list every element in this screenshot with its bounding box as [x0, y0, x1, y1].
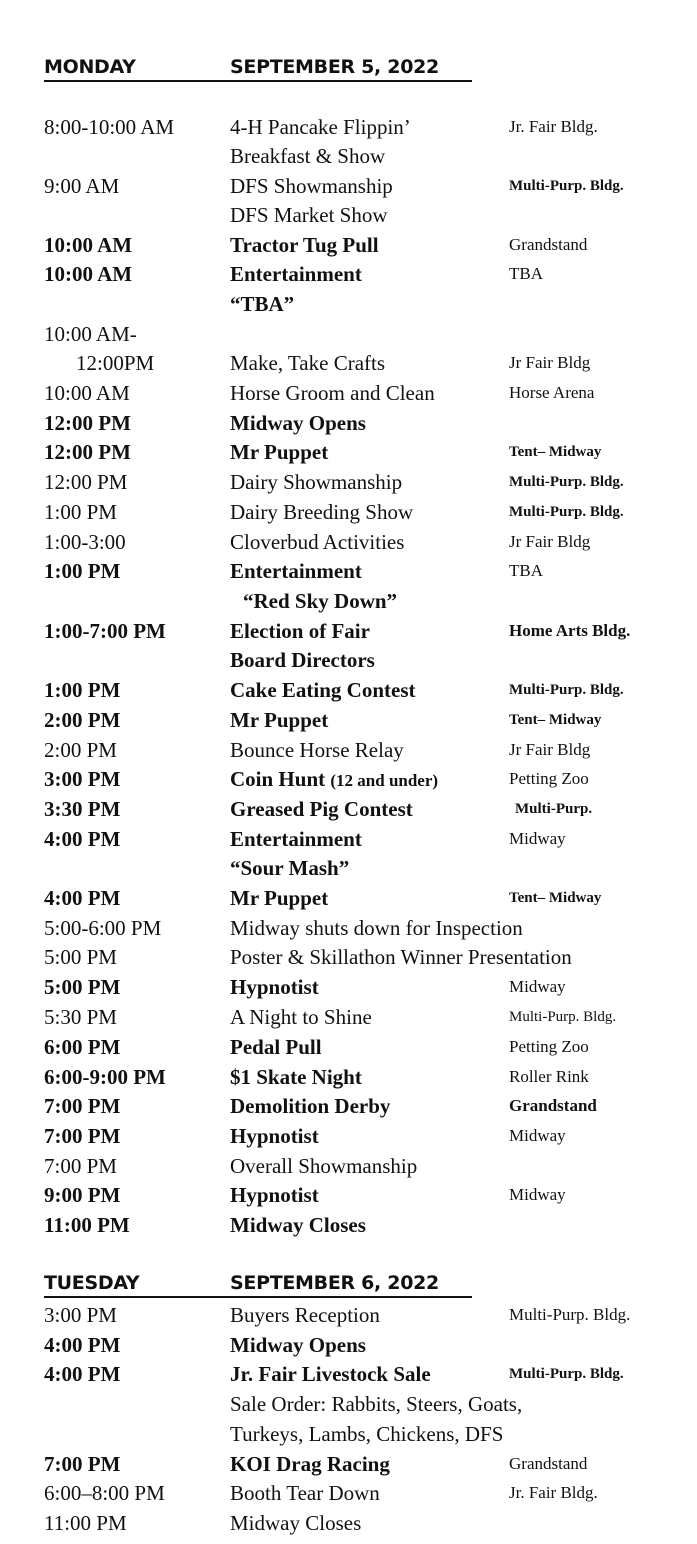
- event-title: Midway Closes: [230, 1511, 362, 1535]
- schedule-row: [0, 1032, 697, 1062]
- day-date: SEPTEMBER 5, 2022: [230, 56, 439, 78]
- event-title: A Night to Shine: [230, 1005, 372, 1029]
- event-time: 10:00 AM: [44, 381, 130, 405]
- event-time: 12:00 PM: [44, 440, 131, 464]
- event-title: Demolition Derby: [230, 1094, 391, 1118]
- schedule-row: [0, 527, 697, 557]
- event-location: Home Arts Bldg.: [509, 621, 631, 640]
- event-location: Roller Rink: [509, 1067, 589, 1086]
- event-title: Horse Groom and Clean: [230, 381, 435, 405]
- event-location: Grandstand: [509, 235, 588, 254]
- event-time: 5:30 PM: [44, 1005, 117, 1029]
- event-title: Midway Opens: [230, 411, 366, 435]
- event-title: Turkeys, Lambs, Chickens, DFS: [230, 1422, 504, 1446]
- schedule-row: [0, 1300, 697, 1330]
- event-title: KOI Drag Racing: [230, 1452, 390, 1476]
- event-location: Multi-Purp. Bldg.: [509, 504, 624, 520]
- day-date: SEPTEMBER 6, 2022: [230, 1272, 439, 1294]
- event-location: Tent– Midway: [509, 712, 602, 728]
- event-location: Tent– Midway: [509, 444, 602, 460]
- schedule-row: [0, 645, 697, 675]
- event-time: 1:00 PM: [44, 559, 121, 583]
- schedule-row: [0, 1449, 697, 1479]
- event-title: Bounce Horse Relay: [230, 738, 404, 762]
- schedule-row: [0, 200, 697, 230]
- event-location: Multi-Purp. Bldg.: [509, 1009, 617, 1025]
- event-title: Tractor Tug Pull: [230, 233, 379, 257]
- event-location: TBA: [509, 264, 543, 283]
- schedule-row: [0, 141, 697, 171]
- event-title: Midway Closes: [230, 1213, 366, 1237]
- event-title-note: (12 and under): [330, 771, 439, 790]
- event-title: DFS Showmanship: [230, 174, 393, 198]
- event-time: 6:00-9:00 PM: [44, 1065, 166, 1089]
- event-title: Dairy Breeding Show: [230, 500, 414, 524]
- schedule-row: [0, 853, 697, 883]
- event-title: Mr Puppet: [230, 886, 329, 910]
- event-title: Election of Fair: [230, 619, 370, 643]
- schedule-row: [0, 112, 697, 142]
- event-location: Multi-Purp. Bldg.: [509, 682, 624, 698]
- schedule-row: [0, 1359, 697, 1389]
- event-title: Hypnotist: [230, 1124, 319, 1148]
- event-title: Board Directors: [230, 648, 375, 672]
- event-location: Multi-Purp. Bldg.: [509, 474, 624, 490]
- schedule-row: [0, 1091, 697, 1121]
- schedule-row: [0, 1478, 697, 1508]
- schedule-row: [0, 764, 697, 794]
- event-time: 1:00 PM: [44, 678, 121, 702]
- event-time: 2:00 PM: [44, 708, 121, 732]
- event-location: Petting Zoo: [509, 1037, 589, 1056]
- event-location: Jr. Fair Bldg.: [509, 117, 598, 136]
- event-title: Breakfast & Show: [230, 144, 386, 168]
- schedule-row: [0, 348, 697, 378]
- event-time: 4:00 PM: [44, 827, 121, 851]
- event-time: 11:00 PM: [44, 1213, 130, 1237]
- event-title: Cloverbud Activities: [230, 530, 405, 554]
- event-title: Dairy Showmanship: [230, 470, 403, 494]
- event-time: 2:00 PM: [44, 738, 117, 762]
- event-time: 1:00-3:00: [44, 530, 126, 554]
- schedule-row: [0, 1419, 697, 1449]
- event-time: 5:00 PM: [44, 945, 117, 969]
- schedule-row: [0, 437, 697, 467]
- schedule-row: [0, 230, 697, 260]
- schedule-row: [0, 794, 697, 824]
- schedule-row: [0, 883, 697, 913]
- event-location: Tent– Midway: [509, 890, 602, 906]
- schedule-row: [0, 1062, 697, 1092]
- event-location: Jr Fair Bldg: [509, 353, 591, 372]
- event-title: Greased Pig Contest: [230, 797, 413, 821]
- schedule-row: [0, 616, 697, 646]
- event-title: $1 Skate Night: [230, 1065, 362, 1089]
- event-title: Entertainment: [230, 559, 362, 583]
- event-time: 8:00-10:00 AM: [44, 115, 175, 139]
- schedule-row: [0, 1002, 697, 1032]
- event-time: 10:00 AM: [44, 233, 133, 257]
- event-location: Midway: [509, 1126, 566, 1145]
- day-header-monday: [44, 54, 472, 82]
- event-location: Horse Arena: [509, 383, 595, 402]
- event-location: TBA: [509, 561, 543, 580]
- event-title: 4-H Pancake Flippin’: [230, 115, 411, 139]
- event-time: 9:00 AM: [44, 174, 120, 198]
- event-title: Jr. Fair Livestock Sale: [230, 1362, 431, 1386]
- event-time: 5:00 PM: [44, 975, 121, 999]
- schedule-row: [0, 705, 697, 735]
- event-time: 4:00 PM: [44, 1362, 121, 1386]
- event-title: “Sour Mash”: [230, 856, 350, 880]
- event-location: Midway: [509, 829, 566, 848]
- event-location: Grandstand: [509, 1454, 588, 1473]
- event-time: 1:00 PM: [44, 500, 117, 524]
- event-time: 7:00 PM: [44, 1154, 117, 1178]
- schedule-row: [0, 913, 697, 943]
- event-title: Poster & Skillathon Winner Presentation: [230, 945, 572, 969]
- event-time: 6:00 PM: [44, 1035, 121, 1059]
- schedule-row: [0, 586, 697, 616]
- event-title: Sale Order: Rabbits, Steers, Goats,: [230, 1392, 523, 1416]
- event-title: Midway shuts down for Inspection: [230, 916, 523, 940]
- schedule-row: [0, 319, 697, 349]
- event-location: Jr. Fair Bldg.: [509, 1483, 598, 1502]
- schedule-row: [0, 735, 697, 765]
- event-title: Pedal Pull: [230, 1035, 322, 1059]
- schedule-row: [0, 675, 697, 705]
- schedule-row: [0, 972, 697, 1002]
- event-time: 12:00 PM: [44, 411, 131, 435]
- event-time: 3:00 PM: [44, 767, 121, 791]
- event-location: Multi-Purp.: [515, 801, 593, 817]
- event-time: 4:00 PM: [44, 886, 121, 910]
- day-header-tuesday: [44, 1270, 472, 1298]
- event-title: DFS Market Show: [230, 203, 388, 227]
- event-title: “TBA”: [230, 292, 295, 316]
- schedule-row: [0, 556, 697, 586]
- schedule-row: [0, 1508, 697, 1538]
- event-location: Grandstand: [509, 1096, 597, 1115]
- event-title: Overall Showmanship: [230, 1154, 418, 1178]
- event-title: Hypnotist: [230, 975, 319, 999]
- event-time: 9:00 PM: [44, 1183, 121, 1207]
- schedule-row: [0, 289, 697, 319]
- event-location: Jr Fair Bldg: [509, 740, 591, 759]
- event-title: Midway Opens: [230, 1333, 366, 1357]
- schedule-row: [0, 171, 697, 201]
- event-time: 3:30 PM: [44, 797, 121, 821]
- schedule-row: [0, 1121, 697, 1151]
- schedule-row: [0, 1389, 697, 1419]
- event-time: 10:00 AM-: [44, 322, 137, 346]
- event-time: 4:00 PM: [44, 1333, 121, 1357]
- schedule-row: [0, 378, 697, 408]
- event-time: 5:00-6:00 PM: [44, 916, 162, 940]
- event-title: [230, 764, 438, 796]
- event-title: Hypnotist: [230, 1183, 319, 1207]
- schedule-row: [0, 1330, 697, 1360]
- schedule-row: [0, 467, 697, 497]
- event-title-text: Coin Hunt: [230, 767, 326, 791]
- schedule-row: [0, 497, 697, 527]
- event-title: Cake Eating Contest: [230, 678, 416, 702]
- schedule-row: [0, 259, 697, 289]
- event-title: Mr Puppet: [230, 440, 329, 464]
- schedule-row: [0, 1180, 697, 1210]
- schedule-row: [0, 408, 697, 438]
- event-location: Midway: [509, 1185, 566, 1204]
- event-title: Buyers Reception: [230, 1303, 380, 1327]
- event-time: 10:00 AM: [44, 262, 133, 286]
- event-location: Multi-Purp. Bldg.: [509, 1305, 631, 1324]
- event-time: 1:00-7:00 PM: [44, 619, 166, 643]
- event-time: 7:00 PM: [44, 1094, 121, 1118]
- event-title: Entertainment: [230, 827, 362, 851]
- event-time: 7:00 PM: [44, 1452, 121, 1476]
- event-title: “Red Sky Down”: [243, 589, 398, 613]
- event-location: Multi-Purp. Bldg.: [509, 1366, 624, 1382]
- event-time: 12:00PM: [76, 351, 155, 375]
- event-title: Mr Puppet: [230, 708, 329, 732]
- event-time: 3:00 PM: [44, 1303, 117, 1327]
- event-location: Midway: [509, 977, 566, 996]
- event-time: 6:00–8:00 PM: [44, 1481, 165, 1505]
- schedule-row: [0, 824, 697, 854]
- schedule-row: [0, 942, 697, 972]
- day-name: TUESDAY: [44, 1272, 140, 1294]
- event-location: Jr Fair Bldg: [509, 532, 591, 551]
- schedule-row: [0, 1210, 697, 1240]
- event-time: 12:00 PM: [44, 470, 128, 494]
- event-location: Multi-Purp. Bldg.: [509, 178, 624, 194]
- event-location: Petting Zoo: [509, 769, 589, 788]
- schedule-row: [0, 1151, 697, 1181]
- event-time: 7:00 PM: [44, 1124, 121, 1148]
- event-title: Make, Take Crafts: [230, 351, 386, 375]
- event-title: Entertainment: [230, 262, 362, 286]
- day-name: MONDAY: [44, 56, 136, 78]
- event-title: Booth Tear Down: [230, 1481, 380, 1505]
- event-time: 11:00 PM: [44, 1511, 127, 1535]
